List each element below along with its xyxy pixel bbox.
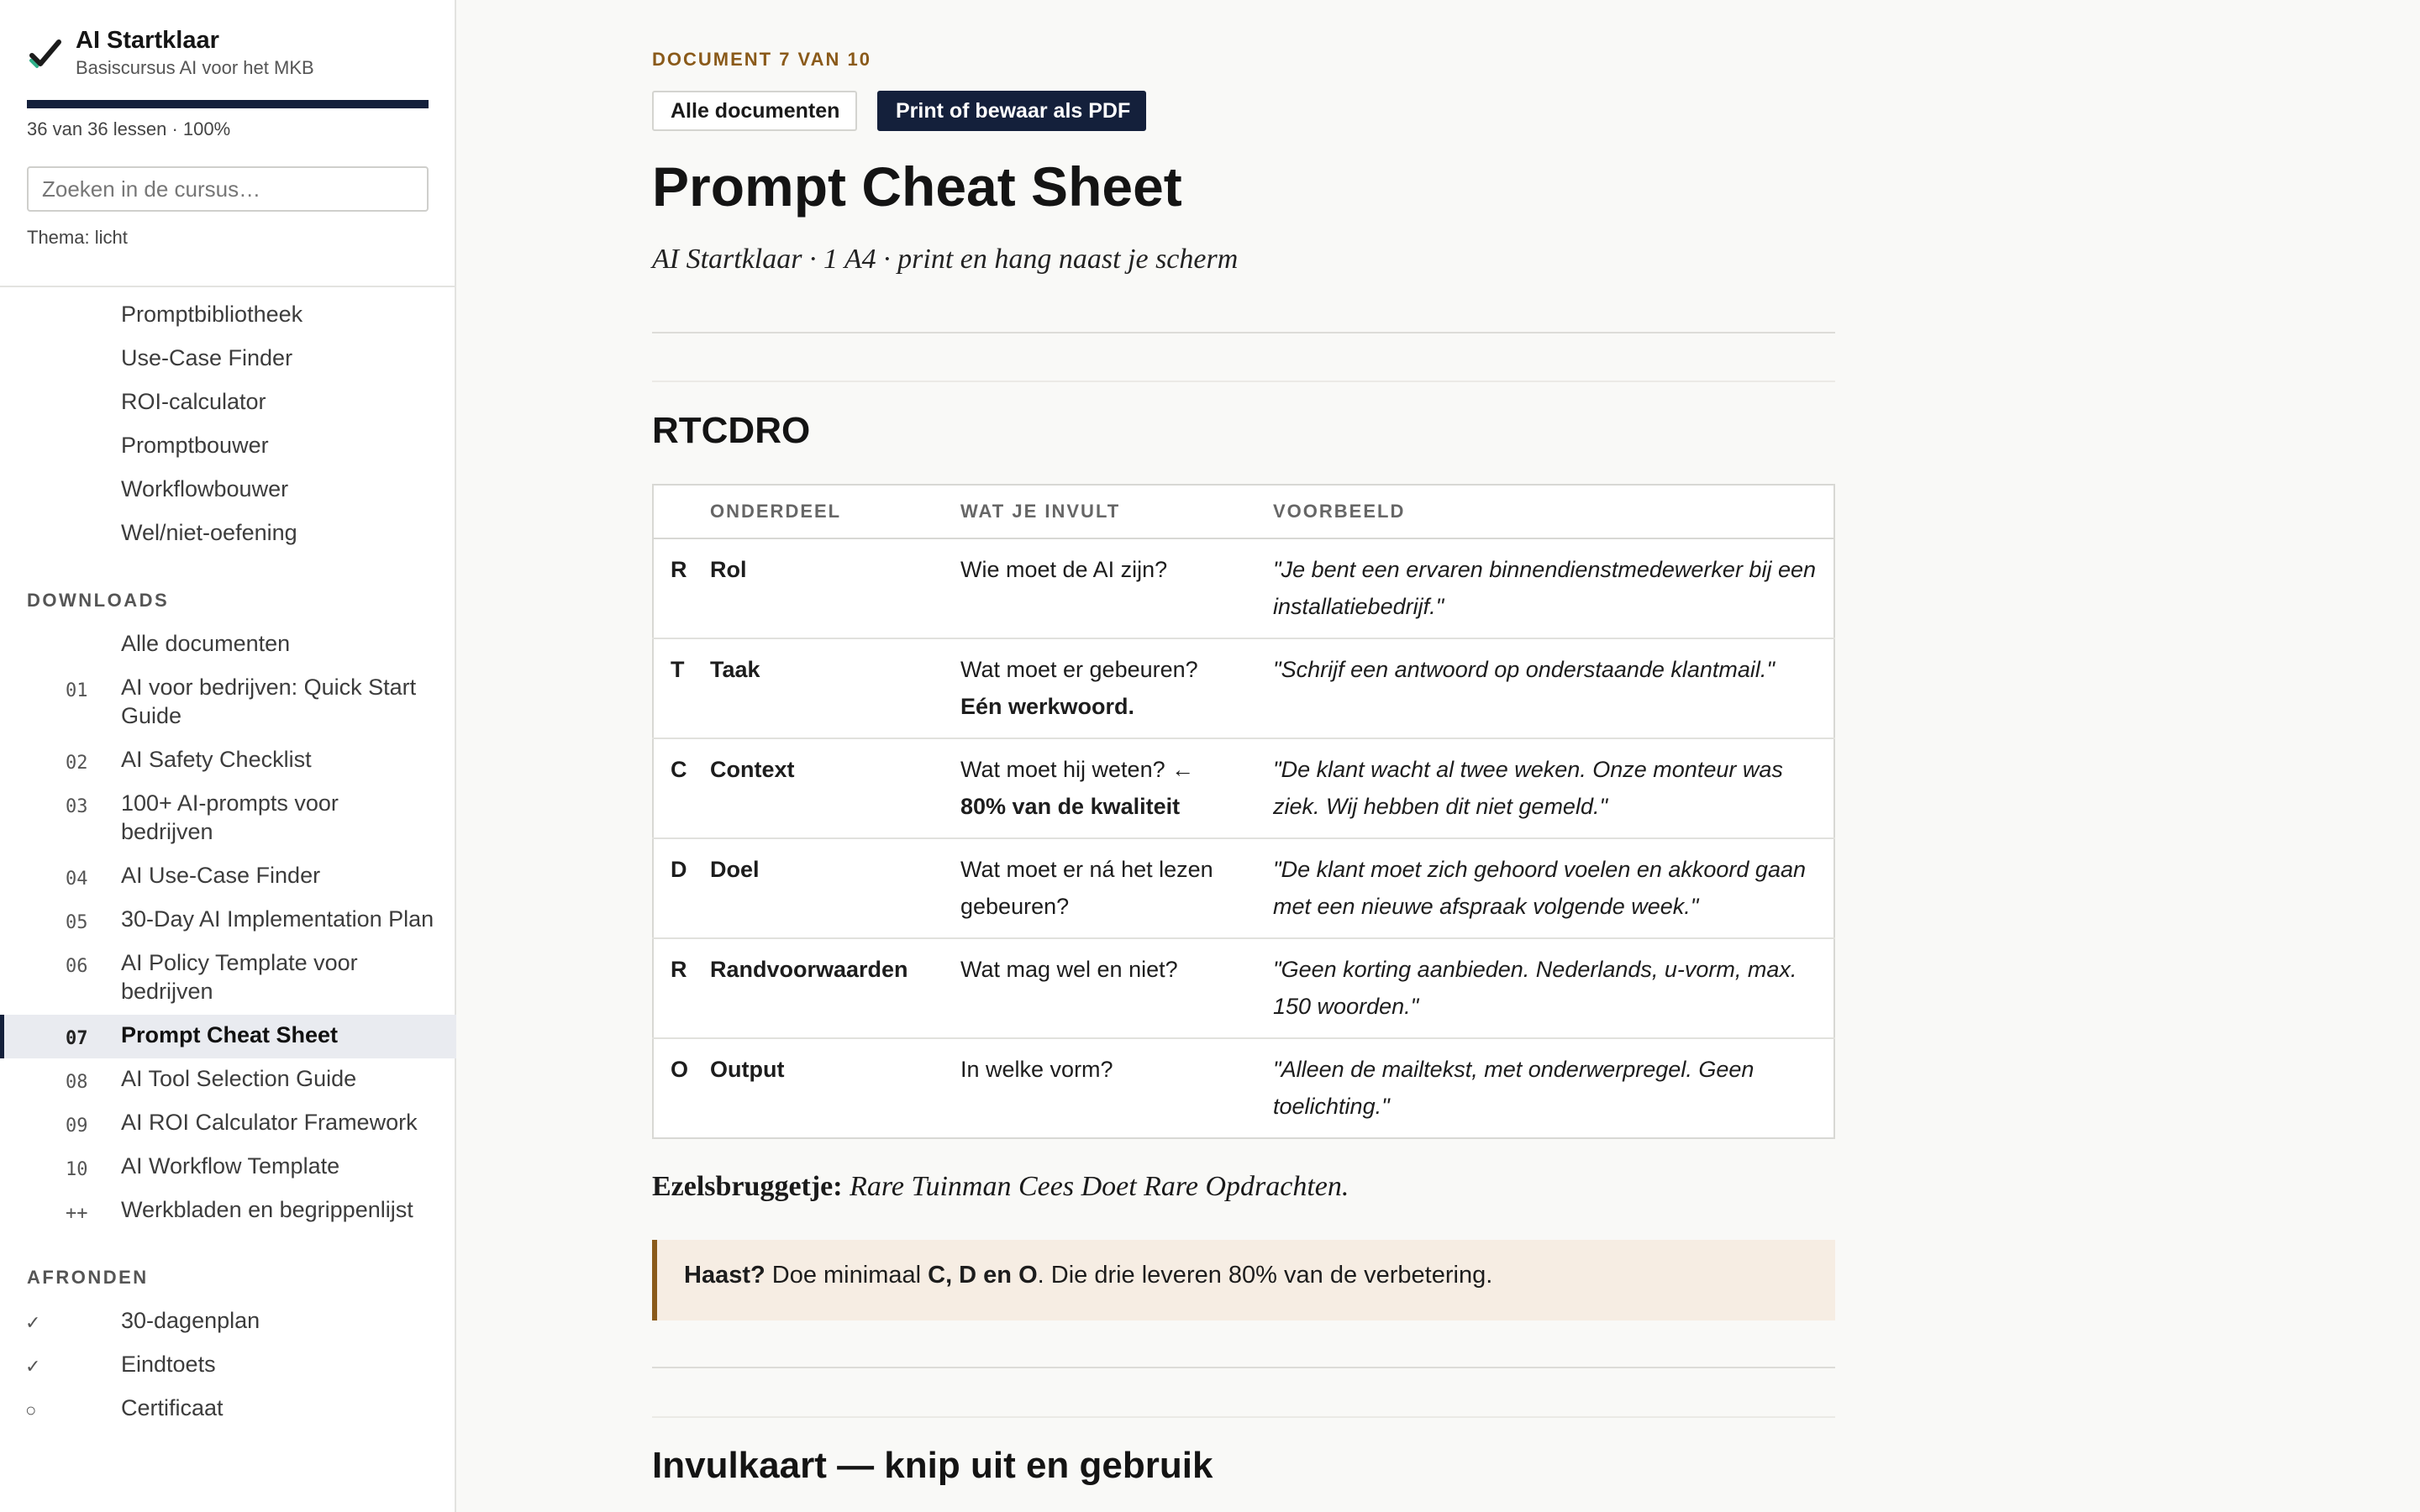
divider [652, 381, 1835, 382]
section-title-invulkaart: Invulkaart — knip uit en gebruik [652, 1445, 1213, 1486]
tip-callout [652, 1240, 1835, 1320]
row-part: Context [707, 738, 944, 838]
sidebar-item-eindtoets[interactable] [0, 1344, 456, 1388]
doc-number: 10 [66, 1159, 88, 1180]
table-row [653, 638, 1834, 738]
sidebar-item-doc-01[interactable] [0, 667, 456, 739]
sidebar-item-doc-08[interactable] [0, 1058, 456, 1102]
course-progress-bar [27, 100, 429, 108]
row-fill [944, 638, 1256, 738]
row-part: Output [707, 1038, 944, 1138]
table-row [653, 938, 1834, 1038]
mnemonic-text: Rare Tuinman Cees Doet Rare Opdrachten. [850, 1171, 1349, 1202]
row-example: "Geen korting aanbieden. Nederlands, u-vorm, max. 150 woorden." [1256, 938, 1834, 1038]
sidebar-item-roi-calculator[interactable]: ROI-calculator [121, 389, 266, 414]
finish-label: Eindtoets [121, 1352, 216, 1377]
row-part: Rol [707, 538, 944, 638]
row-example: "De klant moet zich gehoord voelen en akkoord gaan met een nieuwe afspraak volgende week." [1256, 838, 1834, 938]
doc-label: Prompt Cheat Sheet [121, 1022, 339, 1047]
column-header-voorbeeld: VOORBEELD [1256, 485, 1834, 538]
table-row [653, 538, 1834, 638]
sidebar-item-doc-03[interactable] [0, 783, 456, 855]
sidebar-item-doc-10[interactable] [0, 1146, 456, 1189]
doc-number: 05 [66, 912, 88, 933]
fill-text: Wat moet er ná het lezen gebeuren? [960, 857, 1213, 919]
doc-number: 06 [66, 956, 88, 977]
table-row [653, 838, 1834, 938]
row-fill [944, 938, 1256, 1038]
doc-label: 100+ AI-prompts voor bedrijven [121, 790, 339, 844]
row-example: "Schrijf een antwoord op onderstaande klantmail." [1256, 638, 1834, 738]
doc-number: 08 [66, 1072, 88, 1093]
fill-bold-text: 80% van de kwaliteit [960, 794, 1181, 819]
finish-label: 30-dagenplan [121, 1308, 260, 1333]
brand[interactable] [29, 25, 432, 79]
sidebar-item-promptbouwer[interactable]: Promptbouwer [121, 433, 269, 458]
fill-text: Wat moet er gebeuren? [960, 657, 1198, 682]
brand-title: AI Startklaar [76, 27, 219, 54]
doc-label: AI voor bedrijven: Quick Start Guide [121, 675, 417, 728]
mnemonic [652, 1171, 1349, 1203]
doc-number: 07 [66, 1028, 88, 1049]
divider [652, 1367, 1835, 1368]
downloads-heading: DOWNLOADS [27, 590, 170, 611]
page-subtitle: AI Startklaar · 1 A4 · print en hang naast je scherm [652, 244, 1239, 275]
row-letter: T [653, 638, 707, 738]
all-documents-button[interactable]: Alle documenten [652, 91, 857, 131]
row-example: "Alleen de mailtekst, met onderwerpregel. Geen toelichting." [1256, 1038, 1834, 1138]
column-header-wat-je-invult: WAT JE INVULT [944, 485, 1256, 538]
fill-text: Wat moet hij weten? ← [960, 757, 1195, 782]
sidebar-item-doc-07[interactable] [0, 1015, 456, 1058]
doc-number: 02 [66, 753, 88, 774]
afronden-heading: AFRONDEN [27, 1267, 149, 1288]
sidebar-item-use-case-finder[interactable]: Use-Case Finder [121, 345, 293, 370]
doc-label: 30-Day AI Implementation Plan [121, 906, 434, 932]
row-example: "De klant wacht al twee weken. Onze monteur was ziek. Wij hebben dit niet gemeld." [1256, 738, 1834, 838]
sidebar-item-doc-05[interactable] [0, 899, 456, 942]
doc-label: AI Policy Template voor bedrijven [121, 950, 358, 1004]
doc-label: AI Tool Selection Guide [121, 1066, 357, 1091]
sidebar-item-30-dagenplan[interactable] [0, 1300, 456, 1344]
brand-subtitle: Basiscursus AI voor het MKB [76, 57, 314, 78]
row-fill [944, 838, 1256, 938]
sidebar-item-certificaat[interactable] [0, 1388, 456, 1431]
sidebar-item-alle-documenten[interactable]: Alle documenten [121, 631, 291, 656]
doc-number: 01 [66, 680, 88, 701]
doc-number: 03 [66, 796, 88, 817]
course-progress-fill [27, 100, 429, 108]
sidebar-nav [0, 294, 456, 1431]
rtcdro-table [652, 484, 1835, 1139]
check-icon: ✓ [25, 1356, 41, 1377]
fill-bold-text: Eén werkwoord. [960, 694, 1135, 719]
callout-lead: Haast? [684, 1262, 765, 1289]
sidebar-item-promptbibliotheek[interactable]: Promptbibliotheek [121, 302, 303, 327]
row-letter: D [653, 838, 707, 938]
sidebar-item-wel-niet-oefening[interactable]: Wel/niet-oefening [121, 520, 297, 545]
mnemonic-label: Ezelsbruggetje: [652, 1171, 843, 1202]
sidebar-divider [0, 286, 456, 287]
circle-icon: ○ [25, 1399, 37, 1420]
doc-number: 09 [66, 1116, 88, 1137]
doc-number: 04 [66, 869, 88, 890]
sidebar-item-doc-06[interactable] [0, 942, 456, 1015]
row-part: Randvoorwaarden [707, 938, 944, 1038]
fill-text: Wat mag wel en niet? [960, 957, 1178, 982]
sidebar-item-doc-09[interactable] [0, 1102, 456, 1146]
callout-tail: . Die drie leveren 80% van de verbetering. [1037, 1262, 1493, 1289]
doc-label: AI Safety Checklist [121, 747, 312, 772]
search-input[interactable] [27, 166, 429, 212]
sidebar-item-workflowbouwer[interactable]: Workflowbouwer [121, 476, 289, 501]
row-fill [944, 738, 1256, 838]
callout-mid: Doe minimaal [771, 1262, 922, 1289]
doc-number: ++ [66, 1203, 88, 1224]
column-header-letter [653, 485, 707, 538]
print-pdf-button[interactable]: Print of bewaar als PDF [877, 91, 1146, 131]
section-title-rtcdro: RTCDRO [652, 410, 811, 451]
row-part: Taak [707, 638, 944, 738]
doc-label: AI Workflow Template [121, 1153, 340, 1179]
sidebar-item-doc-02[interactable] [0, 739, 456, 783]
sidebar-item-werkbladen[interactable] [0, 1189, 456, 1233]
table-header-row [653, 485, 1834, 538]
row-letter: R [653, 938, 707, 1038]
table-row [653, 1038, 1834, 1138]
doc-label: Werkbladen en begrippenlijst [121, 1197, 413, 1222]
fill-text: Wie moet de AI zijn? [960, 557, 1168, 582]
page-title: Prompt Cheat Sheet [652, 155, 1182, 218]
theme-toggle[interactable]: Thema: licht [27, 227, 128, 248]
fill-text: In welke vorm? [960, 1057, 1113, 1082]
row-letter: O [653, 1038, 707, 1138]
sidebar [0, 0, 456, 1512]
row-letter: C [653, 738, 707, 838]
table-row [653, 738, 1834, 838]
sidebar-item-doc-04[interactable] [0, 855, 456, 899]
row-part: Doel [707, 838, 944, 938]
finish-label: Certificaat [121, 1395, 224, 1420]
divider [652, 1416, 1835, 1418]
document-kicker: DOCUMENT 7 VAN 10 [652, 49, 871, 70]
check-icon: ✓ [25, 1312, 41, 1333]
doc-label: AI ROI Calculator Framework [121, 1110, 418, 1135]
row-example: "Je bent een ervaren binnendienstmedewerker bij een installatiebedrijf." [1256, 538, 1834, 638]
row-fill [944, 538, 1256, 638]
checkmark-logo-icon [29, 37, 62, 71]
row-letter: R [653, 538, 707, 638]
row-fill [944, 1038, 1256, 1138]
doc-label: AI Use-Case Finder [121, 863, 321, 888]
divider [652, 332, 1835, 333]
course-progress-text: 36 van 36 lessen · 100% [27, 118, 231, 139]
callout-bold: C, D en O [928, 1262, 1038, 1289]
column-header-onderdeel: ONDERDEEL [707, 485, 944, 538]
